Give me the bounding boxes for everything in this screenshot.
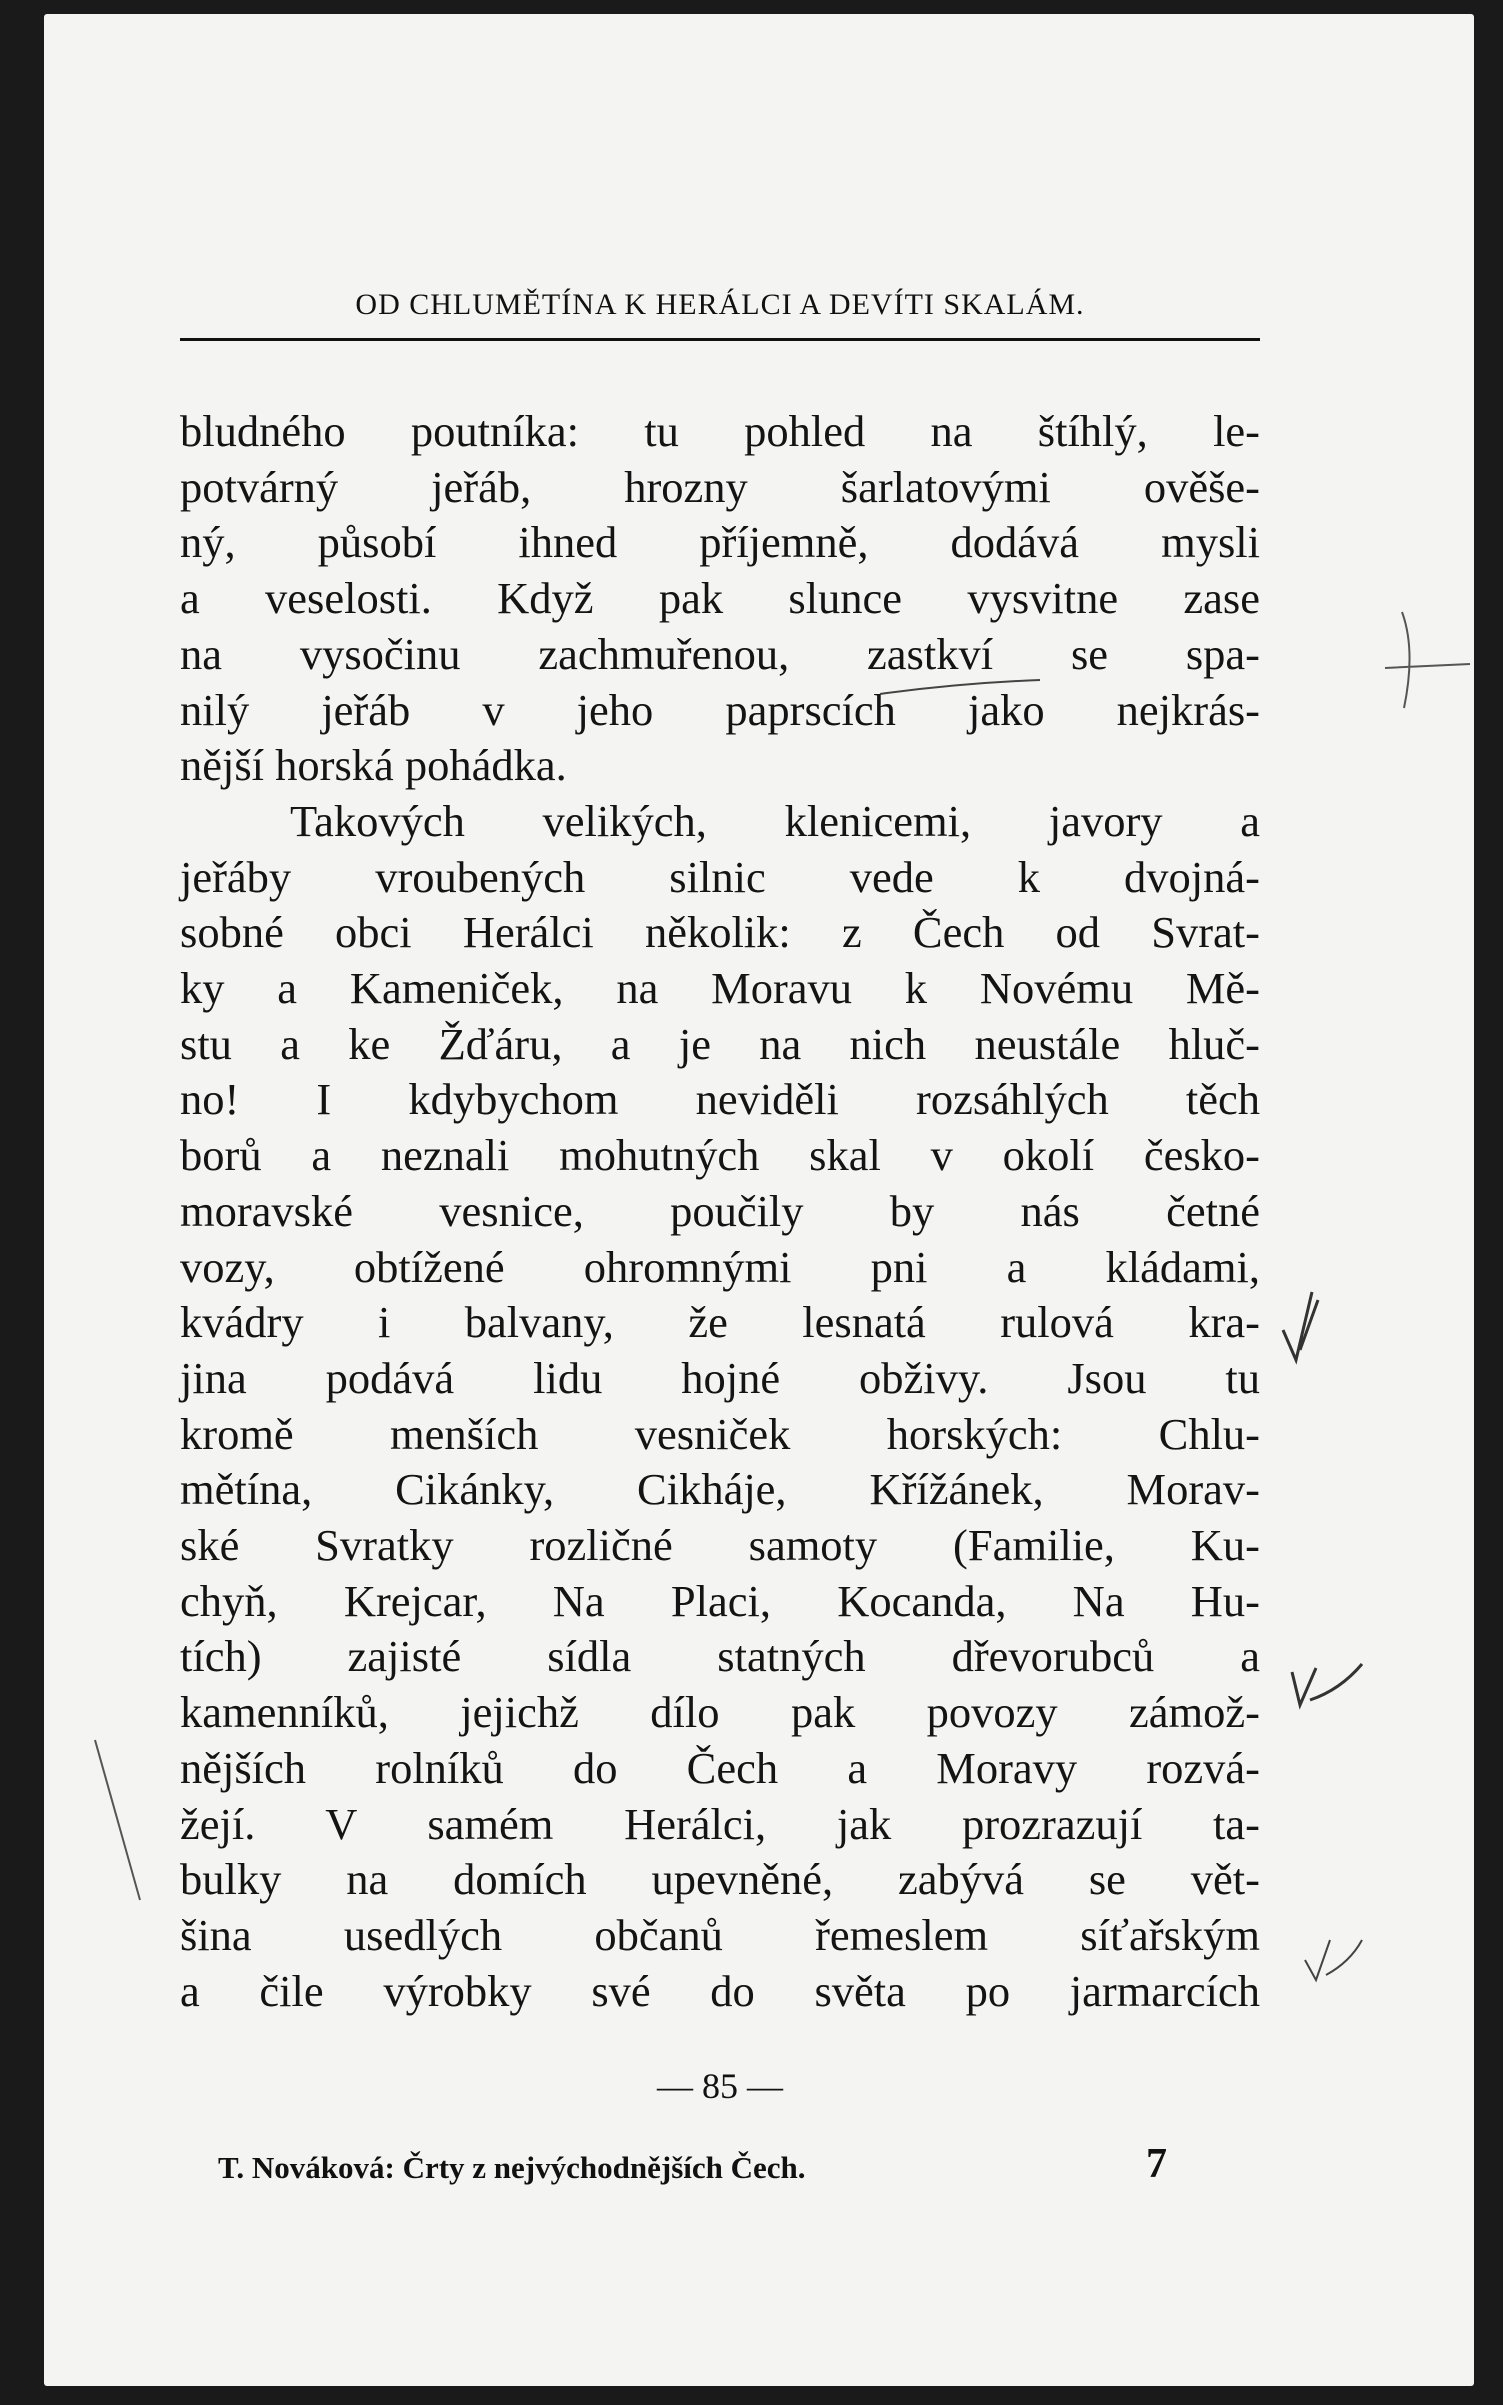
text-line: chyň, Krejcar, Na Placi, Kocanda, Na Hu- [180, 1575, 1260, 1626]
margin-check-mark-2 [1292, 1664, 1362, 1705]
text-line: kvádry i balvany, že lesnatá rulová kra- [180, 1297, 1260, 1348]
text-line: sobné obci Herálci několik: z Čech od Svrat- [180, 907, 1260, 958]
underline-mark [880, 680, 1040, 694]
text-line: nější horská pohádka. [180, 740, 567, 791]
sheet-number: 7 [1146, 2141, 1167, 2187]
margin-caret-mark [1385, 612, 1470, 708]
text-line: borů a neznali mohutných skal v okolí česko- [180, 1130, 1260, 1181]
text-line: jeřáby vroubených silnic vede k dvojná- [180, 851, 1260, 902]
text-line: moravské vesnice, poučily by nás četné [180, 1185, 1260, 1236]
text-line: ské Svratky rozličné samoty (Familie, Ku- [180, 1520, 1260, 1571]
text-line: jina podává lidu hojné obživy. Jsou tu [180, 1352, 1260, 1403]
text-line: bulky na domích upevněné, zabývá se vět- [180, 1854, 1260, 1905]
text-line: šina usedlých občanů řemeslem síťařským [180, 1909, 1260, 1960]
text-line: a veselosti. Když pak slunce vysvitne zase [180, 573, 1260, 624]
margin-check-mark-3 [1305, 1940, 1362, 1980]
text-line: a čile výrobky své do světa po jarmarcích [180, 1965, 1260, 2016]
text-line: ný, působí ihned příjemně, dodává mysli [180, 517, 1260, 568]
text-line: nilý jeřáb v jeho paprscích jako nejkrás- [180, 684, 1260, 735]
running-title: OD CHLUMĚTÍNA K HERÁLCI A DEVÍTI SKALÁM. [355, 288, 1085, 321]
text-line: potvárný jeřáb, hrozny šarlatovými ověše- [180, 461, 1260, 512]
page-number: — 85 — [657, 2066, 783, 2106]
text-line: bludného poutníka: tu pohled na štíhlý, le- [180, 406, 1260, 456]
text-line: mětína, Cikánky, Cikháje, Křížánek, Morav- [180, 1464, 1260, 1515]
text-line: Takových velikých, klenicemi, javory a [290, 795, 1260, 846]
text-line: na vysočinu zachmuřenou, zastkví se spa- [180, 628, 1260, 679]
text-line: kamenníků, jejichž dílo pak povozy zámož- [180, 1687, 1260, 1738]
margin-check-mark-1 [1283, 1292, 1318, 1360]
text-line: kromě menších vesniček horských: Chlu- [180, 1408, 1260, 1459]
text-line: tích) zajisté sídla statných dřevorubců a [180, 1631, 1260, 1682]
text-line: no! I kdybychom neviděli rozsáhlých těch [180, 1074, 1260, 1125]
text-line: nějších rolníků do Čech a Moravy rozvá- [180, 1742, 1260, 1793]
text-line: vozy, obtížené ohromnými pni a kládami, [180, 1241, 1260, 1292]
text-line: žejí. V samém Herálci, jak prozrazují ta- [180, 1798, 1260, 1849]
signature-line: T. Nováková: Črty z nejvýchodnějších Čech. [218, 2150, 806, 2185]
margin-stroke-mark [95, 1740, 140, 1900]
text-line: stu a ke Žďáru, a je na nich neustále hluč- [180, 1018, 1260, 1069]
text-line: ky a Kameniček, na Moravu k Novému Mě- [180, 963, 1260, 1014]
